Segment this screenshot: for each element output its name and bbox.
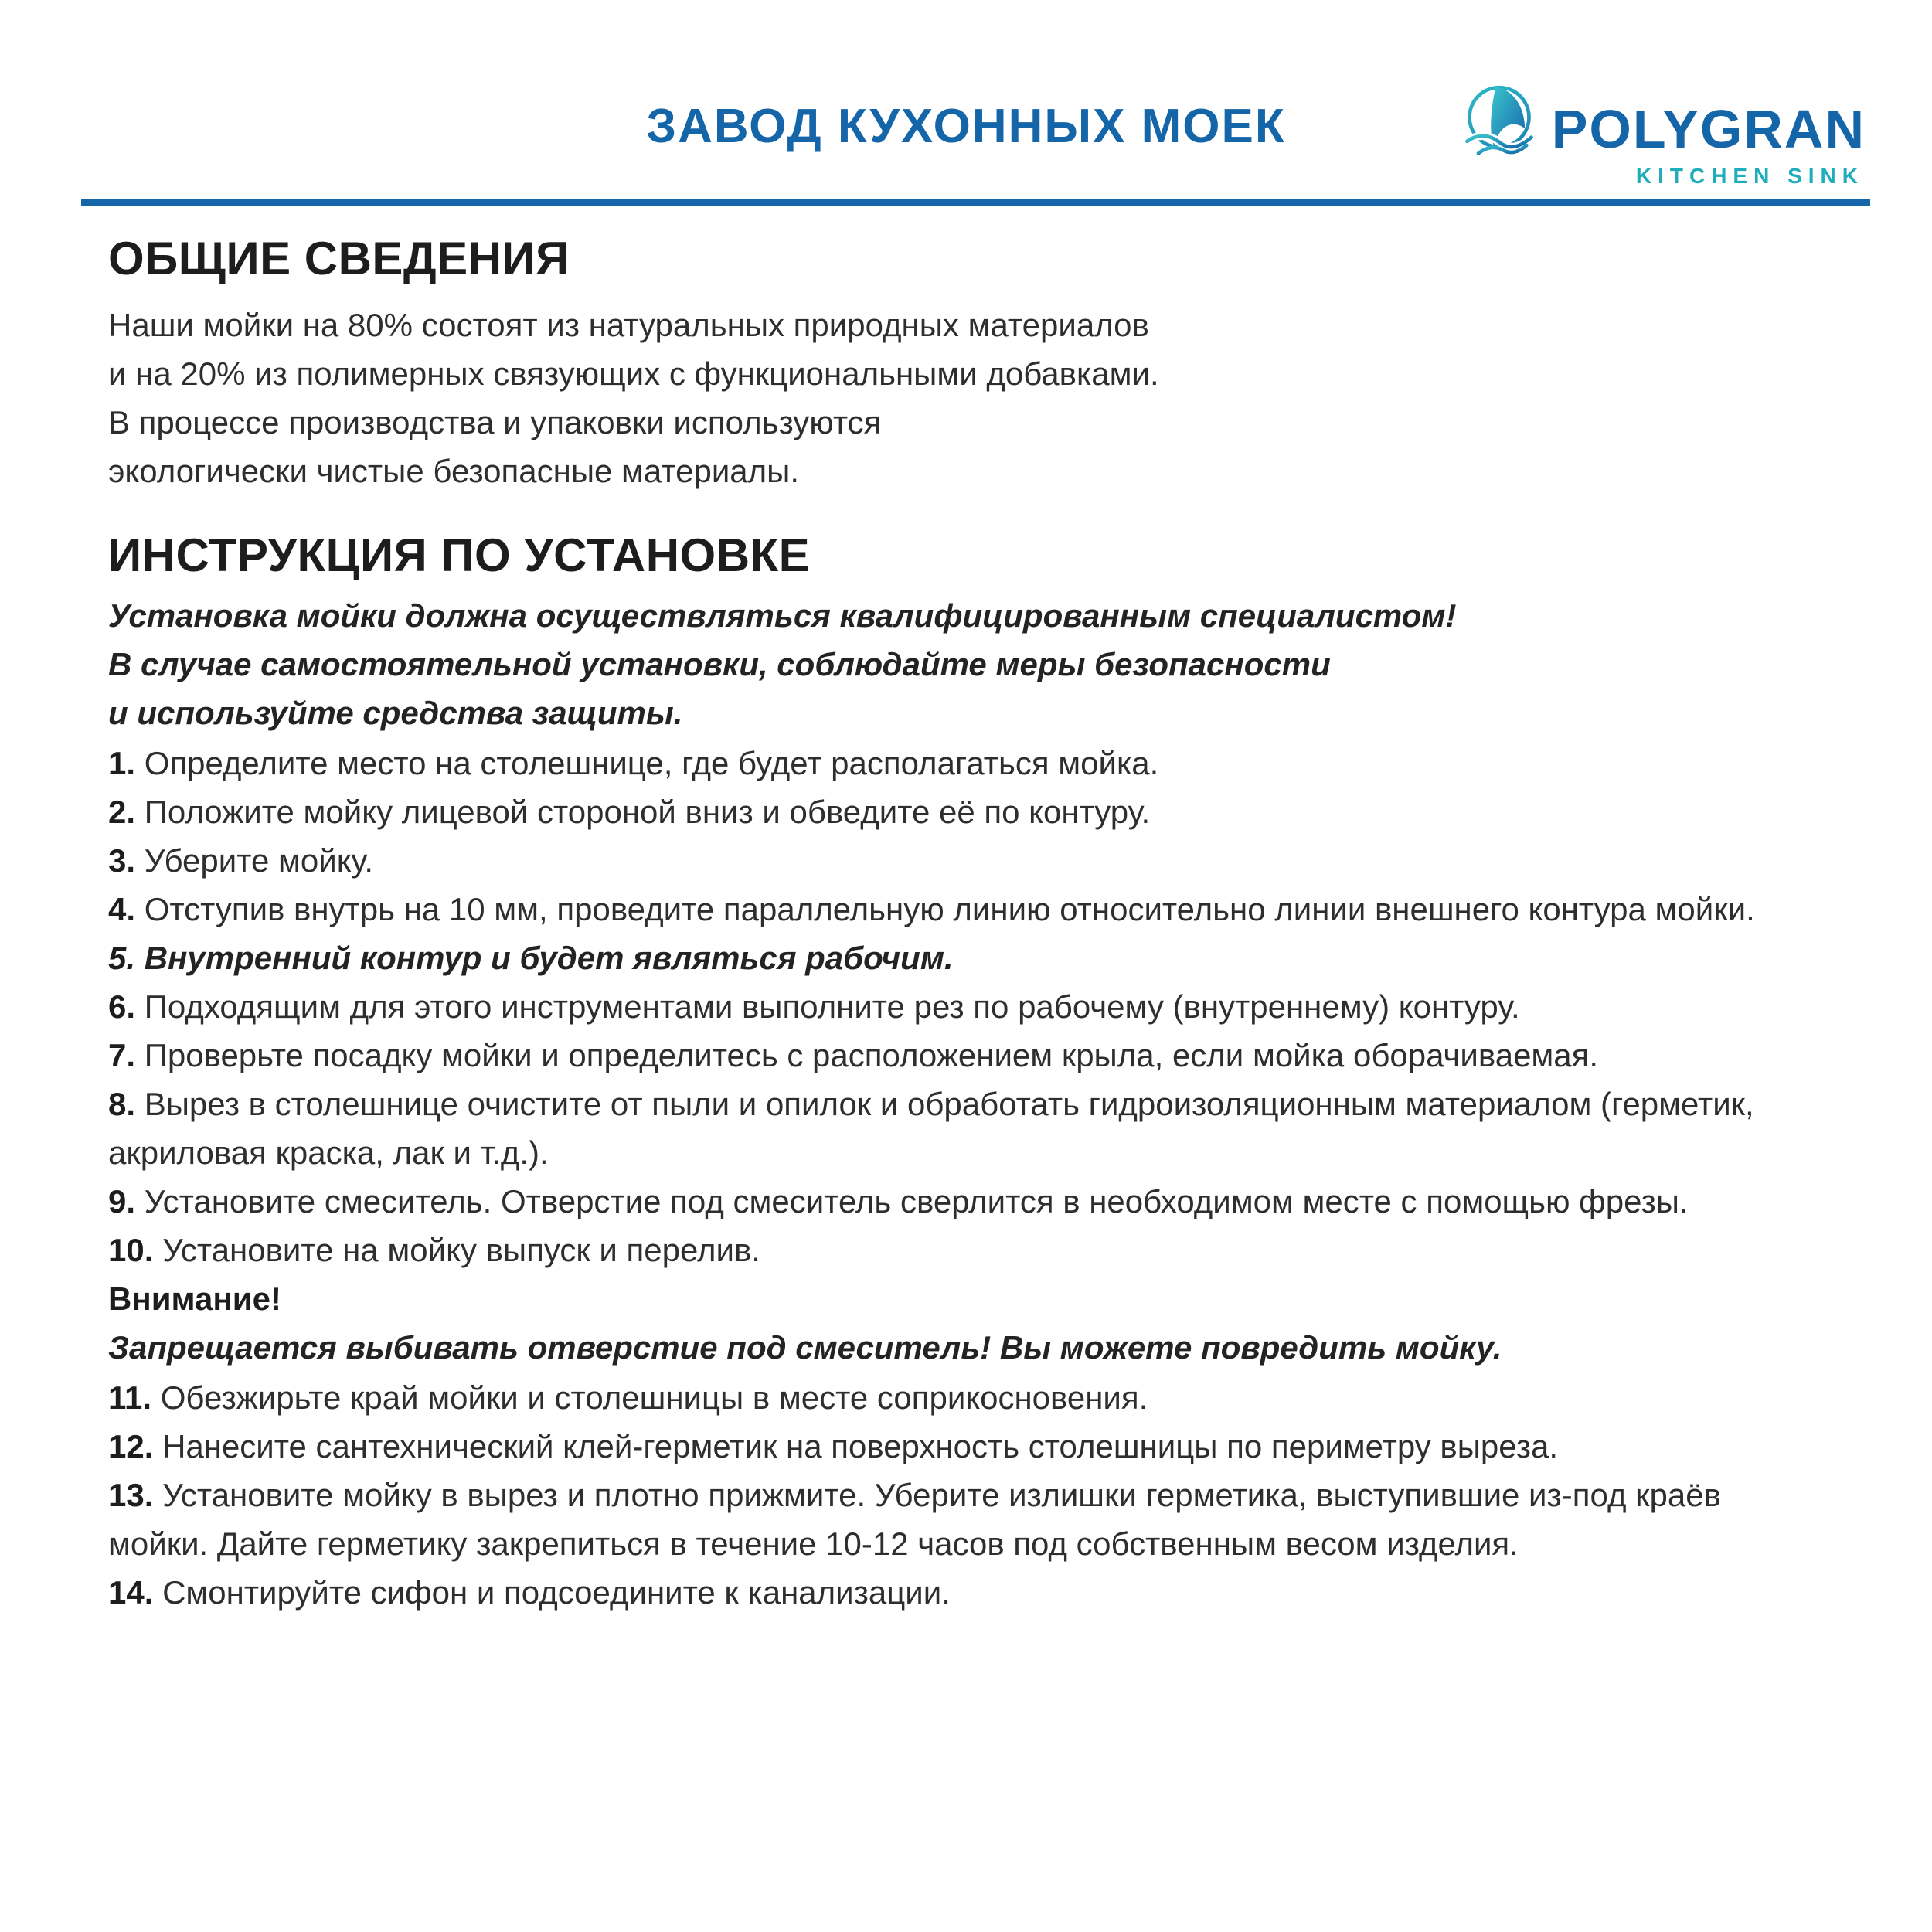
step-text: Обезжирьте край мойки и столешницы в месте соприкосновения. [160, 1379, 1148, 1416]
step-number: 7. [108, 1037, 145, 1073]
step-text: Отступив внутрь на 10 мм, проведите параллельную линию относительно линии внешнего контура мойки. [144, 891, 1755, 927]
text-line: В процессе производства и упаковки используются [108, 404, 882, 440]
instruction-step [108, 1373, 1816, 1422]
instruction-step [108, 885, 1816, 934]
text-line: и используйте средства защиты. [108, 695, 683, 731]
text-line: и на 20% из полимерных связующих с функциональными добавками. [108, 355, 1159, 392]
instruction-step [108, 1080, 1816, 1177]
installation-heading: ИНСТРУКЦИЯ ПО УСТАНОВКЕ [108, 529, 811, 581]
attention-text: Запрещается выбивать отверстие под смеситель! Вы можете повредить мойку. [108, 1329, 1502, 1366]
instruction-step [108, 1568, 1816, 1617]
instruction-step [108, 1471, 1816, 1568]
step-number: 8. [108, 1086, 145, 1122]
step-text: Нанесите сантехнический клей-герметик на поверхность столешницы по периметру выреза. [162, 1428, 1559, 1464]
step-number: 4. [108, 891, 145, 927]
document-body [0, 234, 1932, 1617]
text-line: Наши мойки на 80% состоят из натуральных природных материалов [108, 307, 1149, 343]
step-text: Вырез в столешнице очистите от пыли и опилок и обработать гидроизоляционным материалом (герметик, акриловая краска, лак и т.д.). [108, 1086, 1754, 1171]
logo-text-block [1552, 74, 1866, 189]
step-number: 9. [108, 1183, 145, 1219]
step-number: 5. [108, 940, 145, 976]
instruction-step [108, 836, 1816, 885]
installation-steps-1-10 [108, 739, 1816, 1274]
step-text: Уберите мойку. [144, 842, 374, 879]
instruction-step [108, 982, 1816, 1031]
polygran-logo [1459, 74, 1866, 189]
step-text: Установите смеситель. Отверстие под смеситель сверлится в необходимом месте с помощью фрезы. [144, 1183, 1689, 1219]
general-info-heading: ОБЩИЕ СВЕДЕНИЯ [108, 233, 570, 284]
instruction-step [108, 787, 1816, 836]
factory-title: ЗАВОД КУХОННЫХ МОЕК [646, 100, 1286, 153]
step-number: 2. [108, 794, 145, 830]
page-header [0, 0, 1932, 199]
instruction-step [108, 1226, 1816, 1274]
step-text: Положите мойку лицевой стороной вниз и обведите её по контуру. [144, 794, 1151, 830]
step-text: Смонтируйте сифон и подсоедините к канализации. [162, 1574, 951, 1611]
instruction-step [108, 1031, 1816, 1080]
step-number: 13. [108, 1477, 163, 1513]
step-number: 6. [108, 988, 145, 1025]
instruction-step [108, 739, 1816, 787]
text-line: В случае самостоятельной установки, соблюдайте меры безопасности [108, 646, 1331, 682]
instruction-step [108, 934, 1816, 982]
step-number: 3. [108, 842, 145, 879]
instruction-step [108, 1422, 1816, 1471]
brand-tagline: KITCHEN SINK [1635, 164, 1864, 188]
installation-steps-11-14 [108, 1373, 1816, 1617]
instruction-step [108, 1177, 1816, 1226]
attention-block [108, 1274, 1816, 1372]
step-number: 10. [108, 1232, 163, 1268]
sail-wave-icon [1459, 79, 1539, 170]
header-divider [81, 199, 1870, 206]
safety-warning-paragraph [108, 591, 1816, 737]
step-text: Определите место на столешнице, где будет располагаться мойка. [144, 745, 1159, 781]
step-text: Установите мойку в вырез и плотно прижмите. Уберите излишки герметика, выступившие из-под краёв мойки. Дайте герметику закрепиться в течение 10-12 часов под собственным весом изделия. [108, 1477, 1721, 1562]
text-line: экологически чистые безопасные материалы. [108, 453, 800, 489]
step-number: 11. [108, 1379, 161, 1416]
text-line: Установка мойки должна осуществляться квалифицированным специалистом! [108, 597, 1457, 634]
step-number: 1. [108, 745, 145, 781]
step-text: Внутренний контур и будет являться рабочим. [144, 940, 954, 976]
step-text: Проверьте посадку мойки и определитесь с расположением крыла, если мойка оборачиваемая. [144, 1037, 1599, 1073]
step-number: 14. [108, 1574, 163, 1611]
step-text: Подходящим для этого инструментами выполните рез по рабочему (внутреннему) контуру. [144, 988, 1520, 1025]
step-text: Установите на мойку выпуск и перелив. [162, 1232, 760, 1268]
brand-name: POLYGRAN [1551, 99, 1866, 159]
step-number: 12. [108, 1428, 163, 1464]
attention-label: Внимание! [108, 1281, 281, 1317]
general-info-paragraph [108, 301, 1816, 495]
